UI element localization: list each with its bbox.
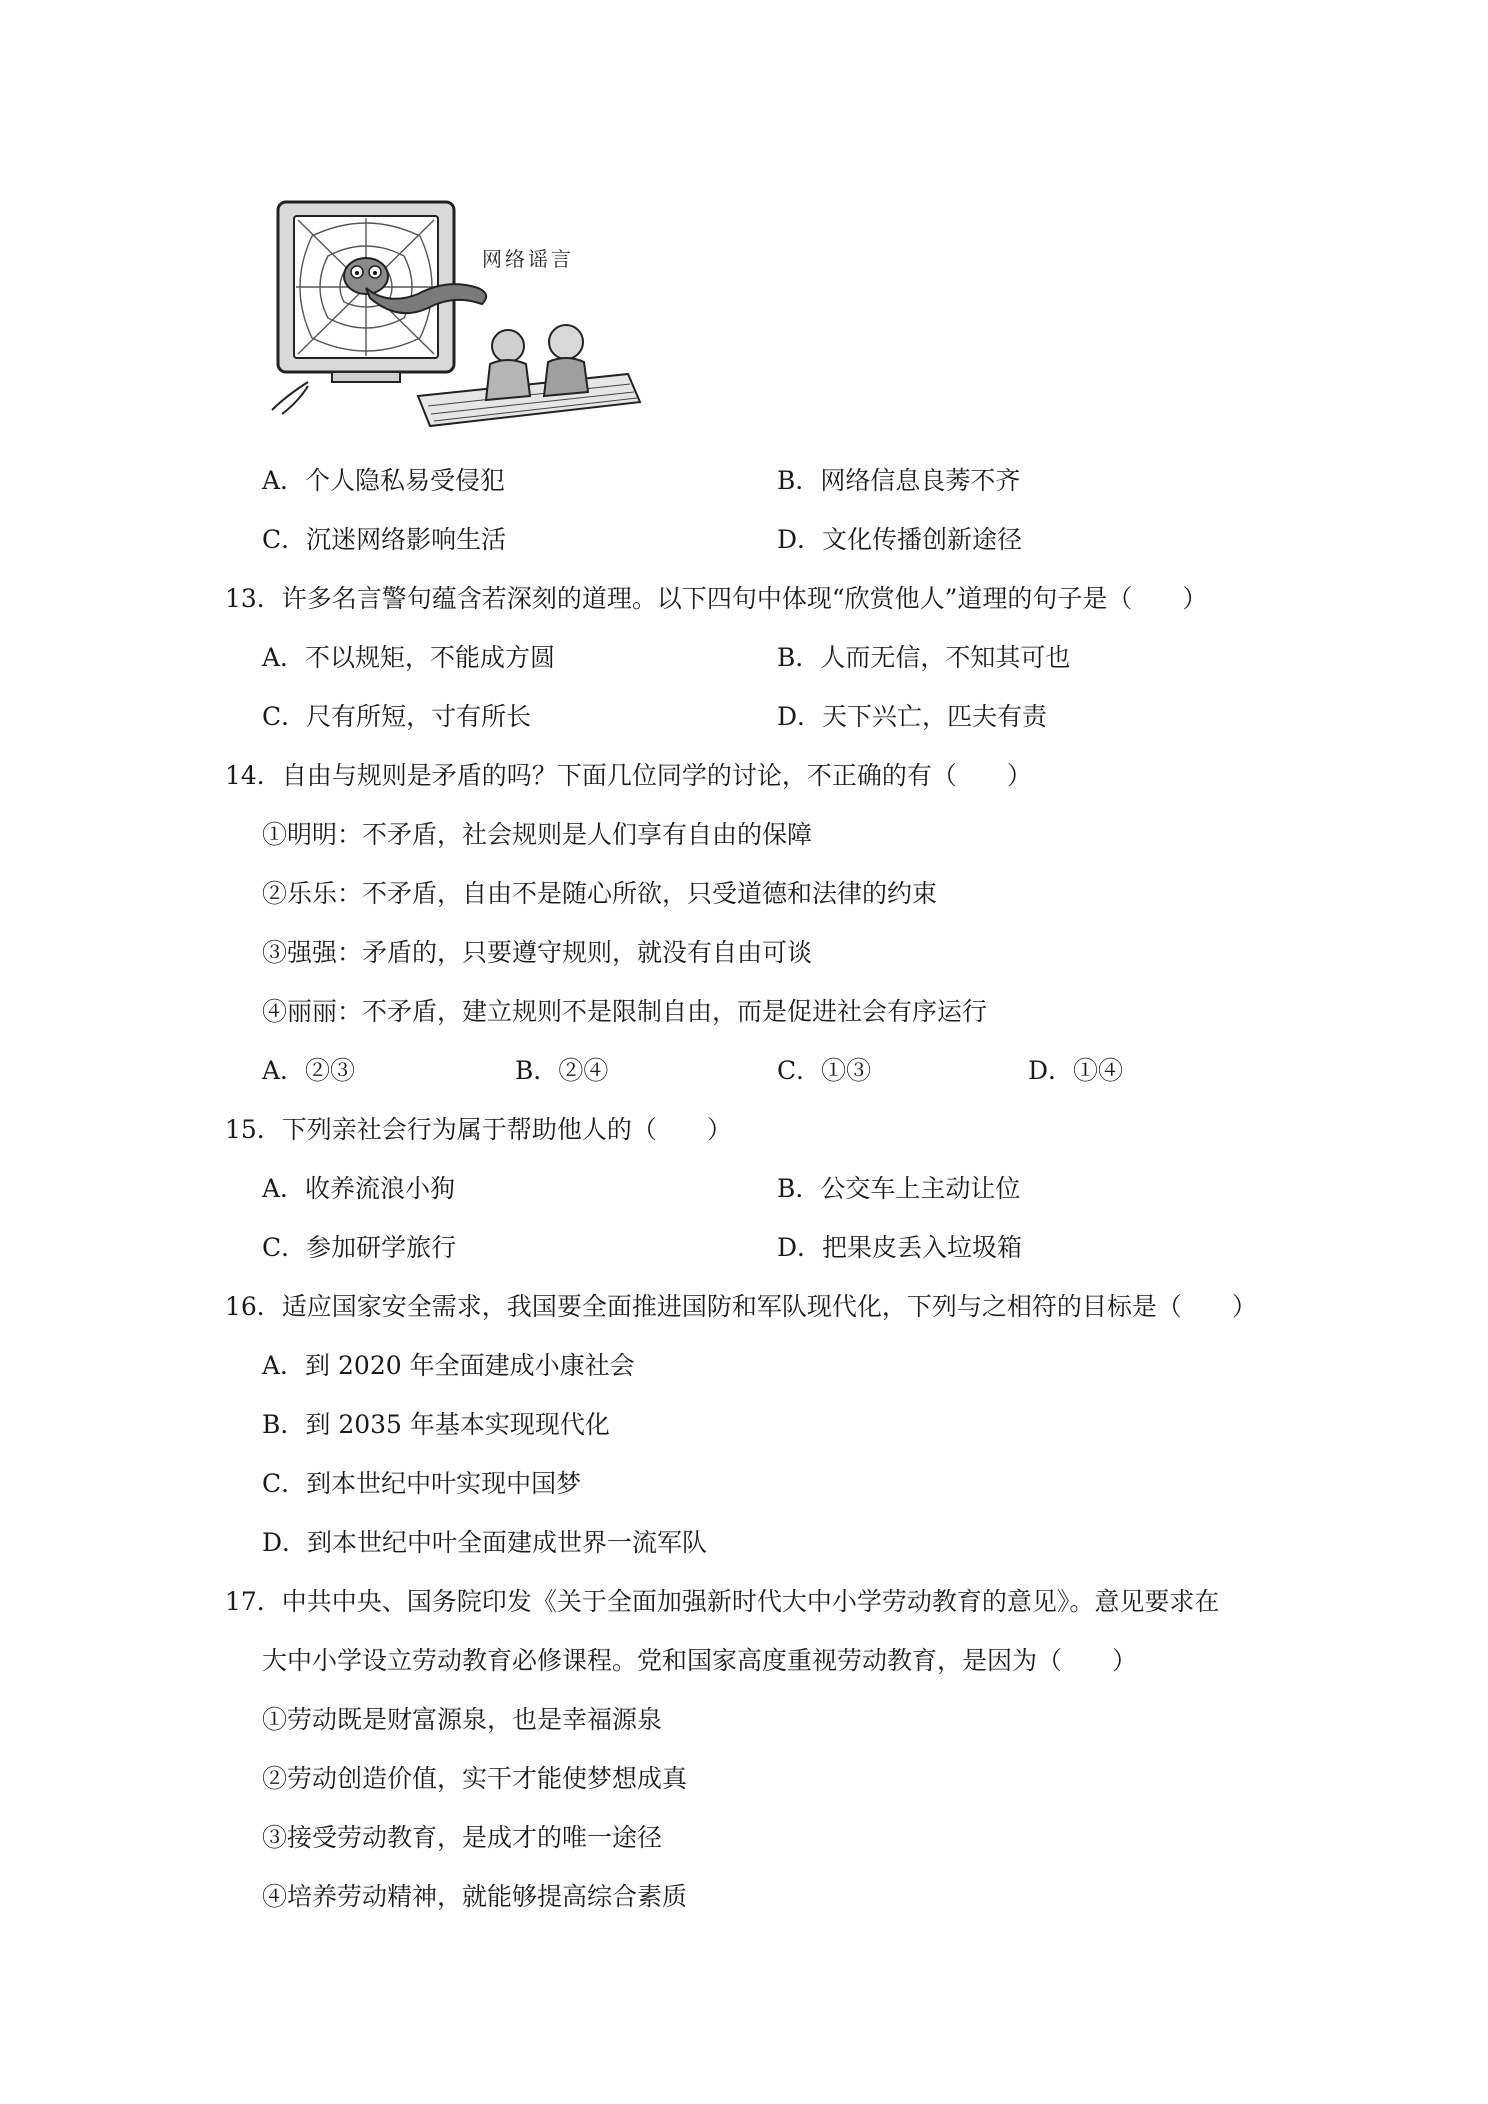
q15-stem: 15．下列亲社会行为属于帮助他人的（ ） <box>225 1115 732 1144</box>
q13-option-b: B．人而无信，不知其可也 <box>777 643 1071 672</box>
q15-option-d: D．把果皮丢入垃圾箱 <box>777 1233 1023 1262</box>
internet-rumor-cartoon <box>268 196 644 434</box>
cartoon-caption: 网络谣言 <box>482 247 574 271</box>
q12-option-b: B．网络信息良莠不齐 <box>777 466 1021 495</box>
q17-statement-4: ④培养劳动精神，就能够提高综合素质 <box>262 1882 688 1911</box>
q16-option-c: C．到本世纪中叶实现中国梦 <box>262 1469 582 1498</box>
q14-statement-1: ①明明：不矛盾，社会规则是人们享有自由的保障 <box>262 820 813 849</box>
q17-stem-line-1: 17．中共中央、国务院印发《关于全面加强新时代大中小学劳动教育的意见》。意见要求在 <box>225 1587 1220 1616</box>
q13-option-a: A．不以规矩，不能成方圆 <box>262 643 556 672</box>
q16-option-d: D．到本世纪中叶全面建成世界一流军队 <box>262 1528 708 1557</box>
q16-option-b: B．到 2035 年基本实现现代化 <box>262 1410 610 1439</box>
q14-option-d: D．①④ <box>1028 1056 1124 1085</box>
q14-option-a: A．②③ <box>262 1056 356 1085</box>
q14-statement-4: ④丽丽：不矛盾，建立规则不是限制自由，而是促进社会有序运行 <box>262 997 988 1026</box>
q13-option-d: D．天下兴亡，匹夫有责 <box>777 702 1048 731</box>
q15-option-b: B．公交车上主动让位 <box>777 1174 1021 1203</box>
q12-option-a: A．个人隐私易受侵犯 <box>262 466 506 495</box>
q14-option-c: C．①③ <box>777 1056 872 1085</box>
q17-stem-line-2: 大中小学设立劳动教育必修课程。党和国家高度重视劳动教育，是因为（ ） <box>262 1646 1138 1675</box>
q16-option-a: A．到 2020 年全面建成小康社会 <box>262 1351 635 1380</box>
q12-option-c: C．沉迷网络影响生活 <box>262 525 507 554</box>
q17-statement-3: ③接受劳动教育，是成才的唯一途径 <box>262 1823 663 1852</box>
q15-option-a: A．收养流浪小狗 <box>262 1174 456 1203</box>
q13-stem: 13．许多名言警句蕴含若深刻的道理。以下四句中体现“欣赏他人”道理的句子是（ ） <box>225 584 1208 613</box>
q12-option-d: D．文化传播创新途径 <box>777 525 1023 554</box>
q13-option-c: C．尺有所短，寸有所长 <box>262 702 532 731</box>
q14-option-b: B．②④ <box>515 1056 609 1085</box>
q17-statement-1: ①劳动既是财富源泉，也是幸福源泉 <box>262 1705 663 1734</box>
q15-option-c: C．参加研学旅行 <box>262 1233 457 1262</box>
q14-statement-3: ③强强：矛盾的，只要遵守规则，就没有自由可谈 <box>262 938 813 967</box>
q17-statement-2: ②劳动创造价值，实干才能使梦想成真 <box>262 1764 688 1793</box>
q16-stem: 16．适应国家安全需求，我国要全面推进国防和军队现代化，下列与之相符的目标是（ ） <box>225 1292 1257 1321</box>
q14-stem: 14．自由与规则是矛盾的吗？下面几位同学的讨论，不正确的有（ ） <box>225 761 1032 790</box>
q14-statement-2: ②乐乐：不矛盾，自由不是随心所欲，只受道德和法律的约束 <box>262 879 938 908</box>
